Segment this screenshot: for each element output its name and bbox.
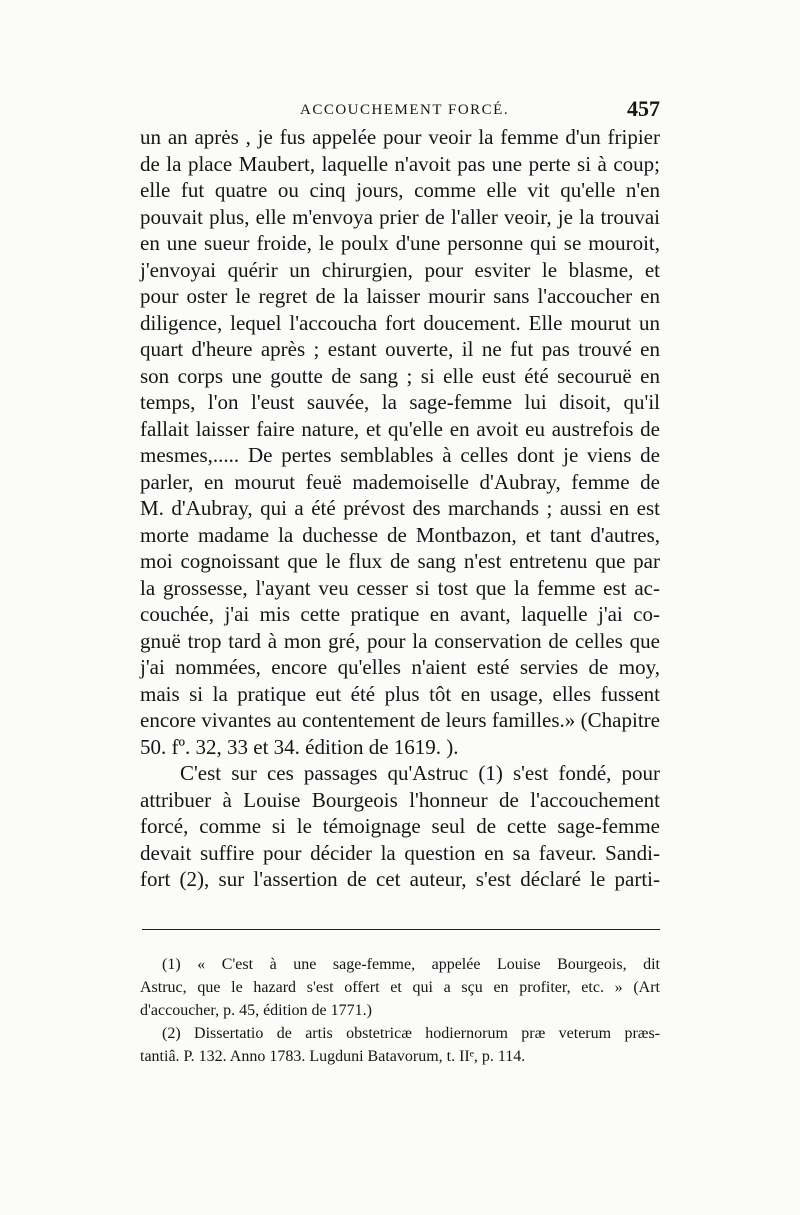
text-line: elle fut quatre ou cinq jours, comme elle vit qu'elle n'en [140,178,660,202]
footnote-line: d'accoucher, p. 45, édition de 1771.) [140,1002,372,1019]
text-line: gnuë trop tard à mon gré, pour la conservation de celles que [140,628,660,653]
text-line: couchée, j'ai mis cette pratique en avant, laquelle j'ai co- [140,602,660,626]
footnote-line: Astruc, que le hazard s'est offert et qui a sçu en profiter, etc. » (Art [140,979,660,996]
text-line: fort (2), sur l'assertion de cet auteur, s'est déclaré le parti- [140,867,660,891]
page-number: 457 [627,96,660,121]
text-line: 50. fº. 32, 33 et 34. édition de 1619. ). [140,734,459,759]
text-line: moi cognoissant que le flux de sang n'est entretenu que par [140,549,660,573]
text-line: devait suffire pour décider la question en sa faveur. Sandi- [140,840,660,865]
text-line: de la place Maubert, laquelle n'avoit pas une perte si à coup; [140,151,660,176]
text-line: mesmes,..... De pertes semblables à celles dont je viens de [140,443,660,467]
text-line: mais si la pratique eut été plus tôt en usage, elles fussent [140,681,660,706]
text-line: un an aprės , je fus appelée pour veoir la femme d'un fripier [140,125,660,149]
footnote-divider [142,929,660,930]
footnote-line: (2) Dissertatio de artis obstetricæ hodiernorum præ veterum præs- [162,1025,660,1042]
text-line: fallait laisser faire nature, et qu'elle en avoit eu austrefois de [140,416,660,441]
text-line: son corps une goutte de sang ; si elle eust été secouruë en [140,363,660,388]
text-line: la grossesse, l'ayant veu cesser si tost que la femme est ac- [140,575,660,600]
body-text [140,124,660,893]
text-line: encore vivantes au contentement de leurs familles.» (Chapitre [140,708,660,732]
text-line: j'ai nommées, encore qu'elles n'aient esté servies de moy, [140,655,660,679]
text-line: pour oster le regret de la laisser mourir sans l'accoucher en [140,284,660,308]
text-line: j'envoyai quérir un chirurgien, pour esviter le blasme, et [140,257,660,282]
footnotes [140,953,660,1068]
text-line: forcé, comme si le témoignage seul de cette sage-femme [140,814,660,838]
footnote-line: tantiâ. P. 132. Anno 1783. Lugduni Batavorum, t. IIᵉ, p. 114. [140,1048,526,1065]
page-header [140,98,660,126]
text-line: en une sueur froide, le poulx d'une personne qui se mouroit, [140,231,660,255]
text-line: parler, en mourut feuë mademoiselle d'Aubray, femme de [140,469,660,494]
text-line: attribuer à Louise Bourgeois l'honneur de l'accouchement [140,787,660,812]
footnote-line: (1) « C'est à une sage-femme, appelée Louise Bourgeois, dit [162,956,660,973]
text-line: diligence, lequel l'accoucha fort doucement. Elle mourut un [140,310,660,335]
text-line: morte madame la duchesse de Montbazon, et tant d'autres, [140,522,660,547]
text-line: temps, l'on l'eust sauvée, la sage-femme lui disoit, qu'il [140,390,660,414]
text-line: pouvait plus, elle m'envoya prier de l'aller veoir, je la trouvai [140,204,660,229]
paragraph-first-line: C'est sur ces passages qu'Astruc (1) s'est fondé, pour [180,761,660,785]
running-title: ACCOUCHEMENT FORCÉ. [300,102,510,118]
text-line: quart d'heure après ; estant ouverte, il ne fut pas trouvé en [140,337,660,361]
text-line: M. d'Aubray, qui a été prévost des marchands ; aussi en est [140,496,660,520]
